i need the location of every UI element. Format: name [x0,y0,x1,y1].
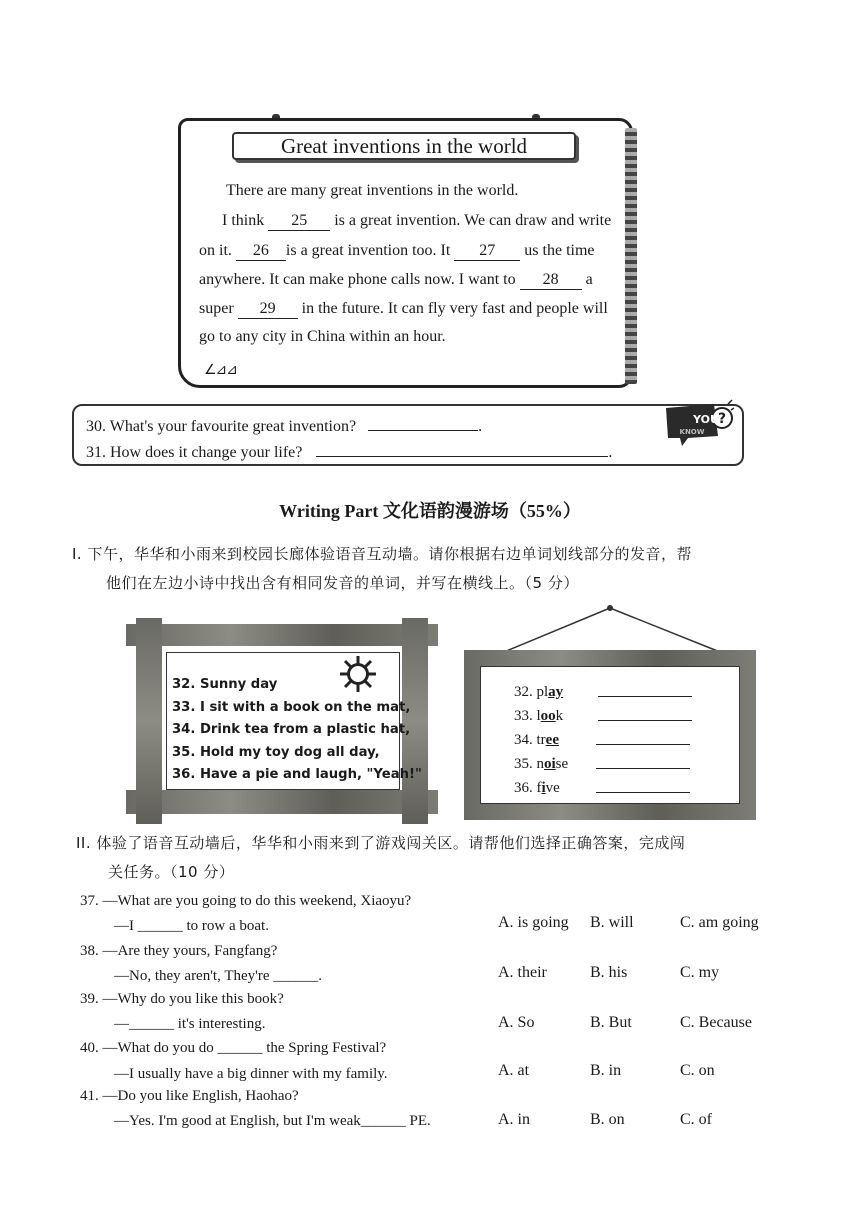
question-text: 30. What's your favourite great invention? [86,418,357,435]
text: is a great invention too. It [285,242,451,259]
poem-line: 32. Sunny day [172,677,278,692]
badge-text: YOU [693,413,719,426]
passage-line-2 [222,206,611,235]
part2-instruction-line1: II. 体验了语音互动墙后，华华和小雨来到了游戏闯关区。请帮他们选择正确答案，完成闯 [76,834,686,852]
option-c[interactable]: C. my [680,964,720,981]
option-c[interactable]: C. on [680,1062,715,1079]
option-a[interactable]: A. So [498,1014,535,1031]
svg-text:?: ? [717,411,727,427]
blank-27[interactable]: 27 [454,242,520,261]
poem-line: 33. I sit with a book on the mat, [172,699,411,715]
word-text: k [555,708,564,724]
blank-28[interactable]: 28 [520,271,582,290]
mc-question: 39. —Why do you like this book? [80,991,284,1007]
mc-answer: —I usually have a big dinner with my family. [114,1066,388,1082]
word-item-32 [514,680,568,704]
option-a[interactable]: A. their [498,964,547,981]
text: super [199,300,234,317]
word-text: se [555,756,569,772]
part2-instruction-line2: 关任务。（10 分） [108,863,235,881]
question-text: 31. How does it change your life? [86,444,303,461]
section-title: Writing Part 文化语韵漫游场（55%） [279,501,581,521]
option-b[interactable]: B. But [590,1014,632,1031]
did-you-know-icon [662,398,734,448]
word-text: 33. l [514,708,541,724]
word-item-36 [514,776,568,800]
text: in the future. It can fly very fast and people will [301,300,608,317]
mc-answer: —______ it's interesting. [114,1016,266,1032]
answer-line-34[interactable] [596,744,690,745]
mc-question: 38. —Are they yours, Fangfang? [80,943,278,959]
question-30 [86,416,482,436]
mc-answer: —No, they aren't, They're ______. [114,968,322,984]
word-underlined: i [541,780,546,796]
hanging-string [464,602,756,654]
answer-line-33[interactable] [598,720,692,721]
passage-line-3 [199,236,595,265]
mc-question: 40. —What do you do ______ the Spring Festival? [80,1040,387,1056]
word-item-35 [514,752,568,776]
passage-line-1: There are many great inventions in the world. [226,182,519,199]
answer-line-35[interactable] [596,768,690,769]
word-item-34 [514,728,568,752]
text: is a great invention. We can draw and write [334,212,612,229]
text: . [608,444,613,461]
word-underlined: ee [545,732,559,748]
option-c[interactable]: C. Because [680,1014,752,1031]
answer-line-32[interactable] [598,696,692,697]
option-b[interactable]: B. in [590,1062,622,1079]
frame-post [136,618,162,824]
option-b[interactable]: B. his [590,964,628,981]
blank-26[interactable]: 26 [236,242,286,261]
part1-instruction-line1: I. 下午，华华和小雨来到校园长廊体验语音互动墙。请你根据右边单词划线部分的发音，帮 [72,545,692,563]
text: a [585,271,593,288]
text: I think [222,212,265,229]
word-underlined: ay [548,684,564,700]
option-a[interactable]: A. in [498,1111,530,1128]
part1-instruction-line2: 他们在左边小诗中找出含有相同发音的单词，并写在横线上。（5 分） [106,574,579,592]
frame-beam [126,624,438,646]
blank-29[interactable]: 29 [238,300,298,319]
option-a[interactable]: A. is going [498,914,569,931]
poem-line: 36. Have a pie and laugh, "Yeah!" [172,767,422,782]
answer-line-31[interactable] [316,442,608,457]
word-underlined: oi [544,756,556,772]
text: on it. [199,242,232,259]
word-list [514,680,568,800]
passage-line-6: go to any city in China within an hour. [199,328,446,345]
board-edge [625,128,637,384]
poem-line: 34. Drink tea from a plastic hat, [172,722,411,737]
frame-beam [126,790,438,814]
poem-line: 35. Hold my toy dog all day, [172,744,380,760]
passage-title: Great inventions in the world [232,132,576,160]
mc-answer: —Yes. I'm good at English, but I'm weak______ PE. [114,1113,431,1129]
mc-question: 41. —Do you like English, Haohao? [80,1088,299,1104]
answer-line-30[interactable] [368,416,478,431]
word-underlined: oo [540,708,556,724]
word-text: 35. n [514,756,544,772]
text: . [478,418,483,435]
text: anywhere. It can make phone calls now. I want to [199,271,516,288]
option-c[interactable]: C. am going [680,914,759,931]
mc-answer: —I ______ to row a boat. [114,918,269,934]
option-c[interactable]: C. of [680,1111,712,1128]
word-text: 36. f [514,780,542,796]
badge-subtext: KNOW [679,428,705,436]
word-text: 34. tr [514,732,546,748]
question-31 [86,442,612,462]
option-a[interactable]: A. at [498,1062,530,1079]
poem-lines [172,674,422,787]
option-b[interactable]: B. on [590,1111,625,1128]
word-item-33 [514,704,568,728]
option-b[interactable]: B. will [590,914,634,931]
text: us the time [524,242,595,259]
word-text: ve [545,780,560,796]
blank-25[interactable]: 25 [268,212,330,231]
word-text: 32. pl [514,684,549,700]
poem-frame [126,618,438,824]
passage-line-5 [199,294,608,323]
answer-line-36[interactable] [596,792,690,793]
passage-line-4 [199,265,593,294]
decoration-icon: ∠⊿⊿ [204,362,238,378]
mc-question: 37. —What are you going to do this weekend, Xiaoyu? [80,893,412,909]
